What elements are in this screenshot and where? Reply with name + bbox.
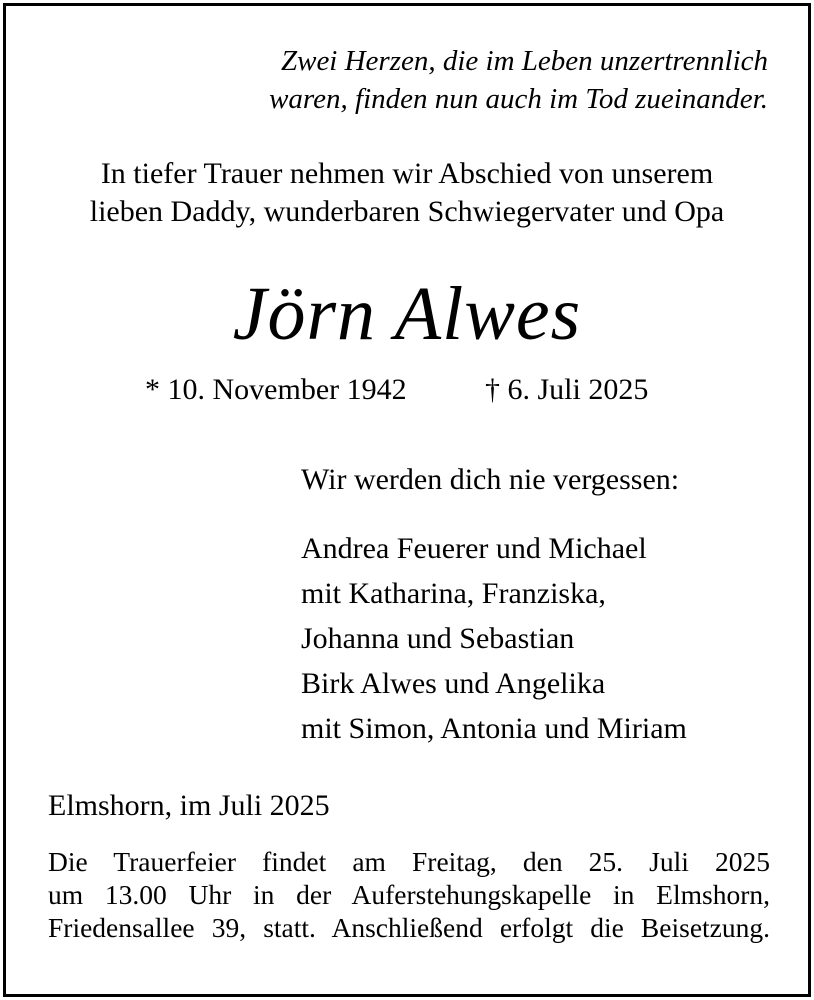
intro-line: In tiefer Trauer nehmen wir Abschied von unserem bbox=[100, 157, 714, 190]
mourner-line: mit Katharina, Franziska, bbox=[301, 577, 606, 610]
motto-line: waren, finden nun auch im Tod zueinander. bbox=[269, 83, 768, 115]
motto bbox=[269, 42, 768, 118]
deceased-name: Jörn Alwes bbox=[232, 272, 582, 356]
intro-line: lieben Daddy, wunderbaren Schwiegervater und Opa bbox=[89, 195, 725, 228]
service-info bbox=[48, 845, 770, 944]
death-date: † 6. Juli 2025 bbox=[485, 373, 649, 406]
mourner-line: Andrea Feuerer und Michael bbox=[301, 532, 647, 565]
intro-text bbox=[0, 155, 814, 231]
farewell-line: Wir werden dich nie vergessen: bbox=[301, 463, 680, 496]
mourners-list bbox=[301, 526, 687, 751]
mourner-line: mit Simon, Antonia und Miriam bbox=[301, 712, 687, 745]
service-line: um 13.00 Uhr in der Auferstehungskapelle in Elmshorn, bbox=[48, 879, 770, 910]
birth-date: * 10. November 1942 bbox=[145, 373, 407, 406]
mourner-line: Birk Alwes und Angelika bbox=[301, 667, 606, 700]
service-line: Friedensallee 39, statt. Anschließend erfolgt die Beisetzung. bbox=[48, 912, 770, 943]
motto-line: Zwei Herzen, die im Leben unzertrennlich bbox=[280, 45, 768, 77]
service-line: Die Trauerfeier findet am Freitag, den 25. Juli 2025 bbox=[48, 846, 770, 877]
mourner-line: Johanna und Sebastian bbox=[301, 622, 575, 655]
place-date: Elmshorn, im Juli 2025 bbox=[48, 789, 330, 822]
